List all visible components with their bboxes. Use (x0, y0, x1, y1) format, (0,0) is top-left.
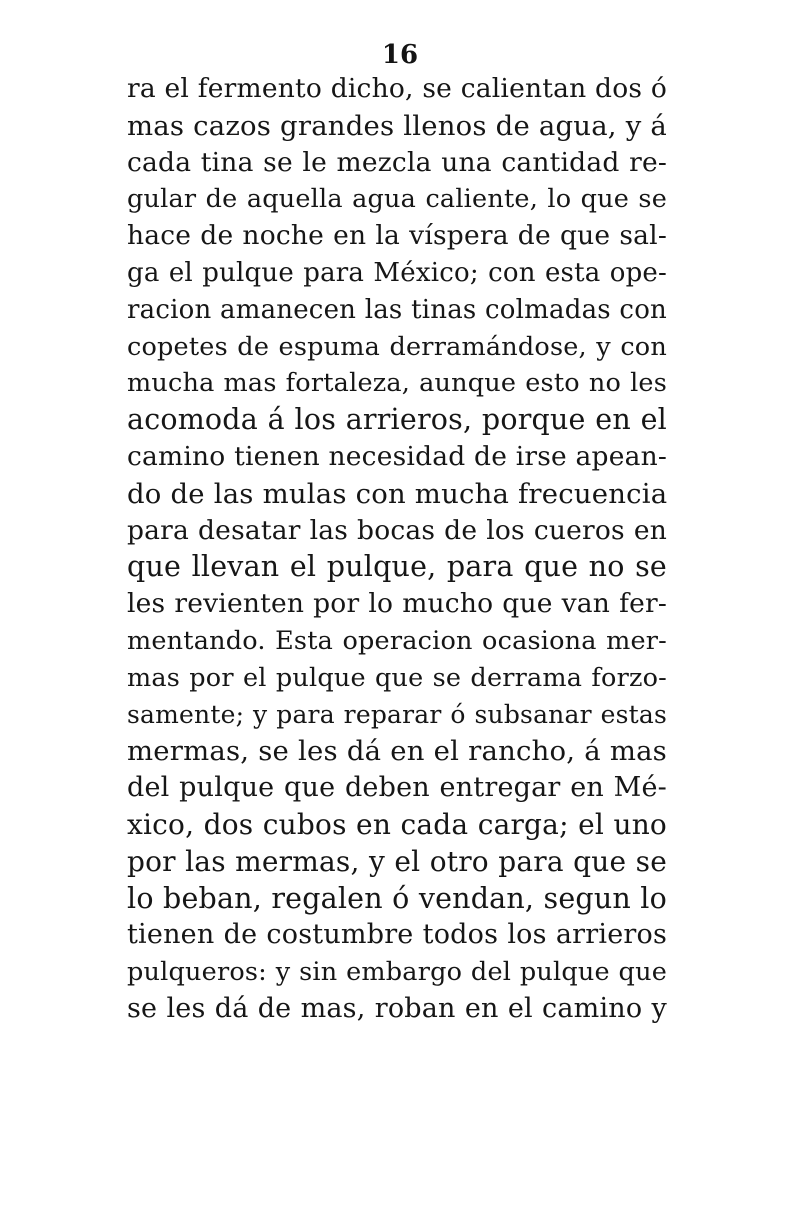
body-text (127, 71, 667, 1028)
text-line: por las mermas, y el otro para que se (127, 844, 667, 878)
text-line: copetes de espuma derramándose, y con (127, 331, 667, 362)
text-line: acomoda á los arrieros, porque en el (127, 403, 667, 437)
text-line: mas cazos grandes llenos de agua, y á (127, 109, 667, 142)
text-line: se les dá de mas, roban en el camino y (127, 992, 667, 1024)
text-line: ra el fermento dicho, se calientan dos ó (127, 73, 667, 104)
text-line: del pulque que deben entregar en Mé- (127, 772, 667, 804)
text-line: pulqueros: y sin embargo del pulque que (127, 957, 667, 988)
text-line: mucha mas fortaleza, aunque esto no les (127, 368, 667, 399)
text-line: xico, dos cubos en cada carga; el uno (127, 807, 667, 841)
text-line: lo beban, regalen ó vendan, segun lo (127, 881, 667, 915)
text-line: hace de noche en la víspera de que sal- (127, 220, 667, 252)
page-number: 16 (381, 40, 419, 70)
text-line: camino tienen necesidad de irse apean- (127, 440, 667, 472)
text-line: cada tina se le mezcla una cantidad re- (127, 146, 667, 178)
text-line: mas por el pulque que se derrama forzo- (127, 662, 667, 693)
text-line: do de las mulas con mucha frecuencia (127, 477, 667, 510)
text-line: mentando. Esta operacion ocasiona mer- (127, 625, 667, 656)
text-line: que llevan el pulque, para que no se (127, 550, 667, 584)
text-line: ga el pulque para México; con esta ope- (127, 257, 667, 288)
text-line: samente; y para reparar ó subsanar estas (127, 699, 667, 729)
text-line: gular de aquella agua caliente, lo que se (127, 184, 667, 215)
text-line: les revienten por lo mucho que van fer- (127, 588, 667, 620)
text-line: tienen de costumbre todos los arrieros (127, 919, 667, 951)
text-line: para desatar las bocas de los cueros en (127, 514, 667, 546)
text-line: mermas, se les dá en el rancho, á mas (127, 735, 667, 768)
text-line: racion amanecen las tinas colmadas con (127, 294, 667, 325)
